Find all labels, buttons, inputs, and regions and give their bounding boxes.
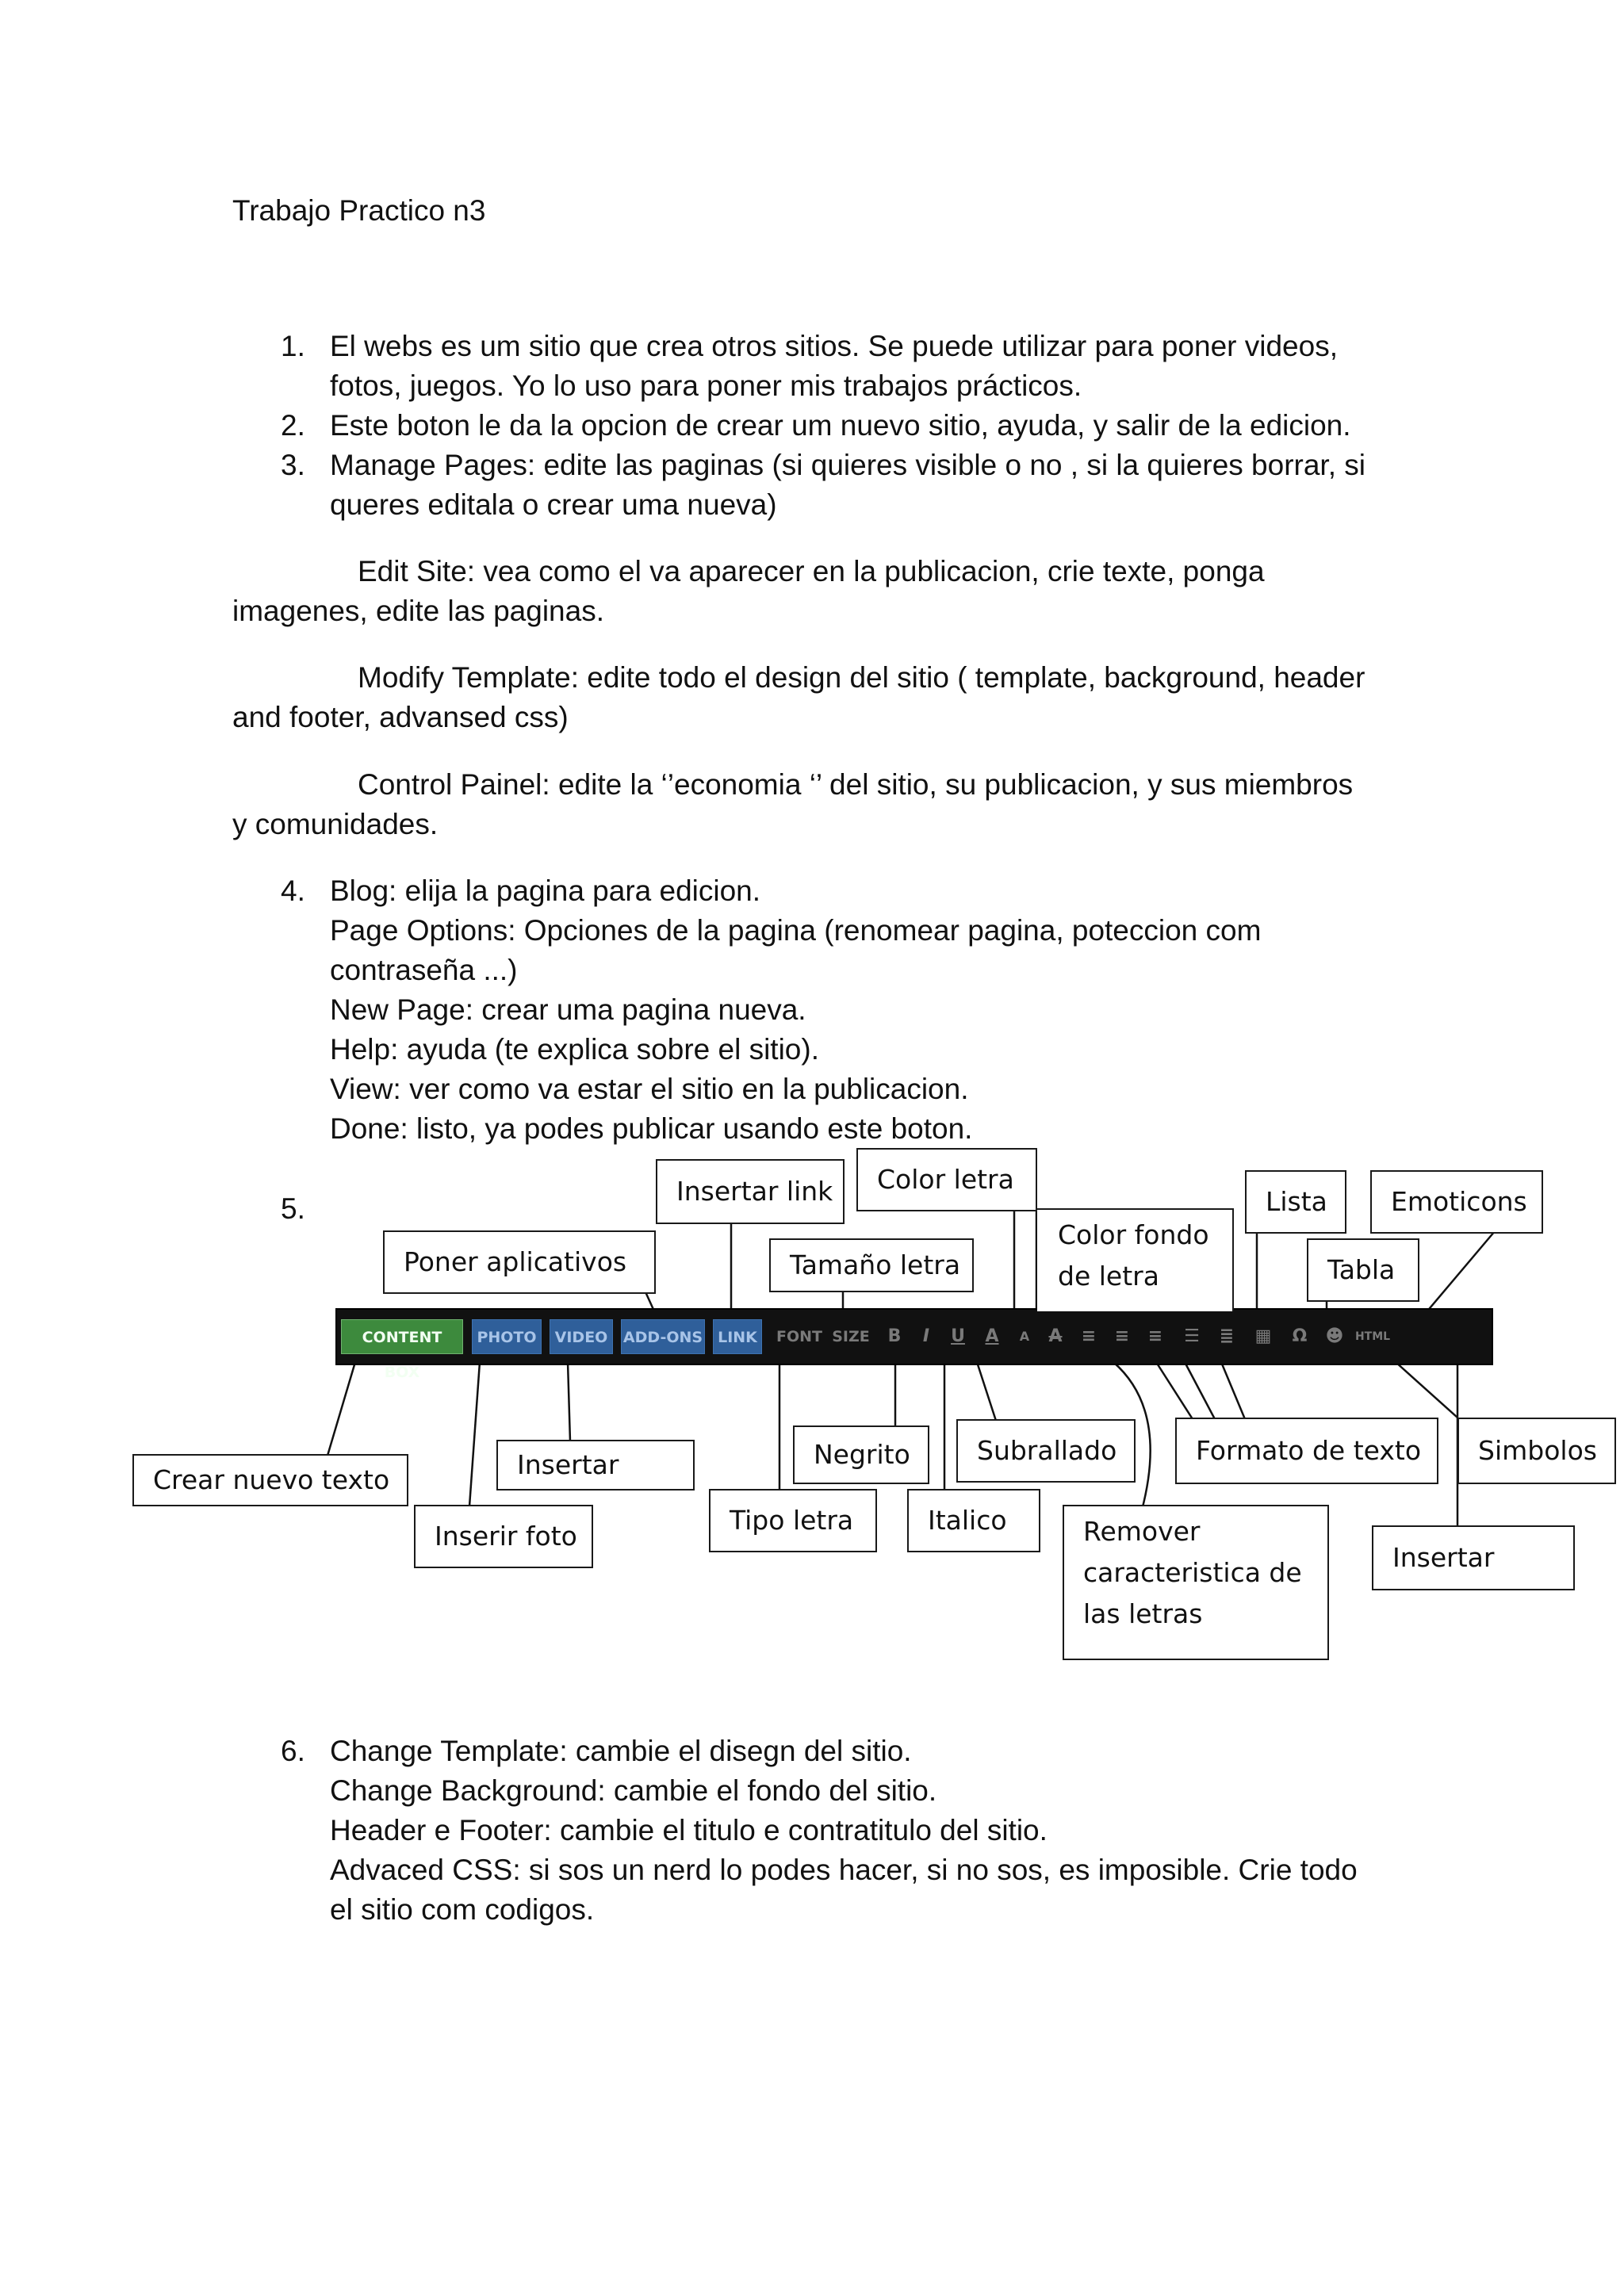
- callout-emoticons: Emoticons: [1370, 1170, 1543, 1234]
- table-icon[interactable]: ▦: [1254, 1326, 1272, 1346]
- callout-crear-nuevo-texto: Crear nuevo texto: [132, 1454, 408, 1506]
- callout-insertar-video: Insertar: [496, 1440, 695, 1490]
- leader-formato-2: [1185, 1362, 1215, 1419]
- leader-crear-nuevo-texto: [327, 1362, 355, 1456]
- leader-subrallado: [977, 1362, 996, 1421]
- html-button[interactable]: HTML: [1354, 1330, 1391, 1343]
- bold-icon[interactable]: B: [887, 1326, 902, 1346]
- callout-remover-line: las letras: [1083, 1598, 1203, 1629]
- list-item-text: Change Background: cambie el fondo del sitio.: [330, 1774, 937, 1807]
- callout-negrito: Negrito: [793, 1425, 929, 1484]
- background-color-icon[interactable]: A: [1019, 1329, 1030, 1344]
- paragraph-edit-site: Edit Site: vea como el va aparecer en la publicacion, crie texte, ponga: [358, 555, 1265, 587]
- leader-insertar-video: [568, 1362, 570, 1441]
- list-item-text: Done: listo, ya podes publicar usando este boton.: [330, 1112, 973, 1145]
- paragraph-control-panel: Control Painel: edite la ‘’economia ‘’ del sitio, su publicacion, y sus miembros: [358, 768, 1354, 801]
- callout-poner-aplicativos: Poner aplicativos: [383, 1230, 656, 1294]
- callout-simbolos: Simbolos: [1457, 1418, 1616, 1484]
- paragraph-modify-template-cont: and footer, advansed css): [232, 701, 569, 733]
- align-right-icon[interactable]: ≡: [1147, 1326, 1163, 1346]
- list-number: 5.: [281, 1192, 305, 1225]
- size-dropdown[interactable]: SIZE: [832, 1328, 870, 1345]
- list-item-text: View: ver como va estar el sitio en la publicacion.: [330, 1073, 969, 1105]
- indent-icon[interactable]: ≣: [1219, 1326, 1235, 1346]
- list-icon[interactable]: ☰: [1184, 1326, 1200, 1346]
- callout-color-fondo: [1037, 1208, 1234, 1311]
- callout-inserir-foto: Inserir foto: [414, 1505, 593, 1568]
- leader-simbolos: [1396, 1362, 1457, 1418]
- list-item-text: Page Options: Opciones de la pagina (renomear pagina, poteccion com: [330, 914, 1262, 947]
- paragraph-modify-template: Modify Template: edite todo el design del sitio ( template, background, header: [358, 661, 1365, 694]
- list-item-text: contraseña ...): [330, 954, 518, 986]
- list-item-text: Este boton le da la opcion de crear um nuevo sitio, ayuda, y salir de la edicion.: [330, 409, 1351, 442]
- font-color-icon[interactable]: A: [985, 1326, 999, 1346]
- list-item-text: Change Template: cambie el disegn del sitio.: [330, 1735, 912, 1767]
- list-number: 6.: [281, 1735, 305, 1767]
- add-ons-button[interactable]: ADD-ONS: [621, 1319, 705, 1354]
- list-number: 4.: [281, 874, 305, 907]
- list-item-text: Help: ayuda (te explica sobre el sitio).: [330, 1033, 819, 1066]
- callout-color-fondo-line: Color fondo: [1058, 1219, 1209, 1250]
- leader-emoticons: [1426, 1231, 1495, 1313]
- link-button[interactable]: LINK: [713, 1319, 762, 1354]
- editor-toolbar: [335, 1308, 1493, 1381]
- list-item-text: queres editala o crear uma nueva): [330, 488, 777, 521]
- remove-format-icon[interactable]: A: [1048, 1326, 1063, 1346]
- list-item-text: Advaced CSS: si sos un nerd lo podes hacer, si no sos, es imposible. Crie todo: [330, 1854, 1358, 1886]
- callout-remover-line: caracteristica de: [1083, 1557, 1302, 1588]
- emoticons-icon[interactable]: ☻: [1325, 1326, 1344, 1346]
- symbols-icon[interactable]: Ω: [1292, 1326, 1308, 1346]
- paragraph-edit-site-cont: imagenes, edite las paginas.: [232, 595, 604, 627]
- callout-formato-de-texto: Formato de texto: [1175, 1418, 1438, 1484]
- italic-icon[interactable]: I: [922, 1326, 930, 1346]
- callout-remover-line: Remover: [1083, 1516, 1201, 1547]
- list-number: 1.: [281, 330, 305, 362]
- paragraph-control-panel-cont: y comunidades.: [232, 808, 439, 840]
- underline-icon[interactable]: U: [951, 1326, 965, 1346]
- list-number: 3.: [281, 449, 305, 481]
- leader-inserir-foto: [469, 1362, 480, 1506]
- video-button[interactable]: VIDEO: [550, 1319, 613, 1354]
- align-center-icon[interactable]: ≡: [1114, 1326, 1130, 1346]
- callout-lista: Lista: [1245, 1170, 1346, 1234]
- leader-formato-3: [1221, 1362, 1245, 1419]
- leader-formato-1: [1156, 1362, 1193, 1419]
- page-title: Trabajo Practico n3: [232, 194, 486, 227]
- callout-color-fondo-line: de letra: [1058, 1261, 1159, 1292]
- list-item-text: Blog: elija la pagina para edicion.: [330, 874, 761, 907]
- callout-subrallado: Subrallado: [956, 1419, 1136, 1483]
- font-dropdown[interactable]: FONT: [776, 1328, 822, 1345]
- align-left-icon[interactable]: ≡: [1081, 1326, 1097, 1346]
- callout-italico: Italico: [907, 1489, 1040, 1552]
- list-item-text: fotos, juegos. Yo lo uso para poner mis trabajos prácticos.: [330, 369, 1082, 402]
- callout-insertar-link: Insertar link: [656, 1159, 845, 1224]
- callout-tipo-letra: Tipo letra: [709, 1489, 877, 1552]
- callout-remover: [1063, 1505, 1329, 1660]
- list-item-text: El webs es um sitio que crea otros sitios. Se puede utilizar para poner videos,: [330, 330, 1338, 362]
- callout-tabla: Tabla: [1307, 1238, 1419, 1302]
- callout-color-letra: Color letra: [856, 1148, 1037, 1211]
- callout-tamano-letra: Tamaño letra: [769, 1238, 974, 1292]
- callout-insertar-html: Insertar: [1372, 1525, 1575, 1590]
- list-item-text: el sitio com codigos.: [330, 1893, 595, 1926]
- list-item-text: Header e Footer: cambie el titulo e contratitulo del sitio.: [330, 1814, 1048, 1846]
- content-box-button[interactable]: CONTENT BOX: [341, 1319, 463, 1354]
- photo-button[interactable]: PHOTO: [472, 1319, 542, 1354]
- list-item-text: New Page: crear uma pagina nueva.: [330, 993, 806, 1026]
- list-item-text: Manage Pages: edite las paginas (si quieres visible o no , si la quieres borrar, si: [330, 449, 1365, 481]
- list-number: 2.: [281, 409, 305, 442]
